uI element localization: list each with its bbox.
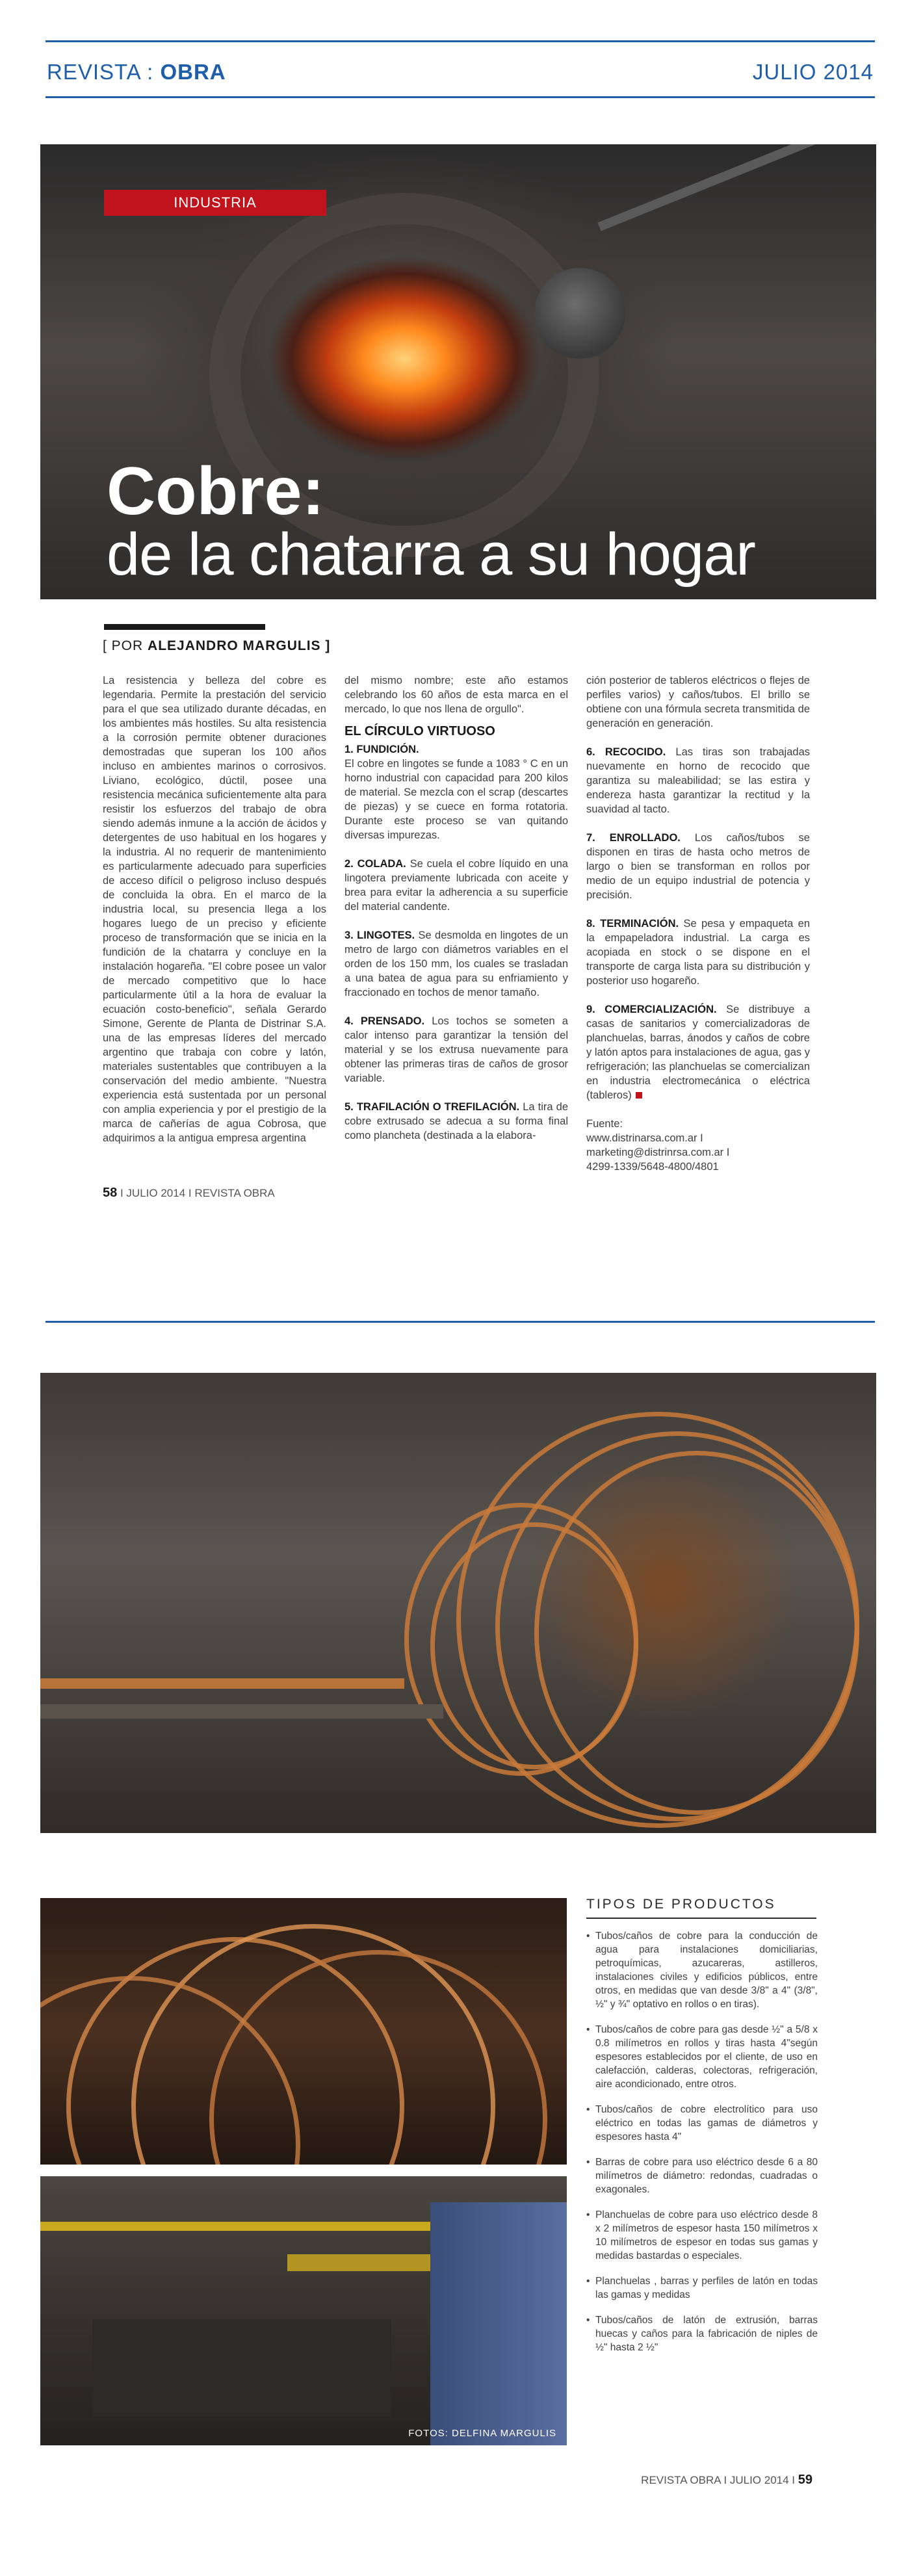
end-square-icon	[636, 1092, 642, 1099]
hero-image	[40, 144, 876, 599]
footer-left: 58 I JULIO 2014 I REVISTA OBRA	[103, 1186, 275, 1200]
column-2-intro: del mismo nombre; este año estamos celebrando los 60 años de esta marca en el mercado, lo que nos llena de orgullo".	[344, 675, 568, 715]
step-9: 9. COMERCIALIZACIÓN. Se distribuye a casas de sanitarios y comercializadoras de planchuelas, barras, ánodos y caños de cobre y latón aptos para instalaciones de agua, gas y refrigeración; las planchuelas se comercializan en industria electromecánica o eléctrica (tableros)	[586, 1004, 810, 1101]
productos-rule	[586, 1918, 816, 1919]
source-link-web[interactable]: www.distrinarsa.com.ar I	[586, 1132, 703, 1144]
source-link-email[interactable]: marketing@distrinrsa.com.ar I	[586, 1147, 730, 1158]
article-column-1	[103, 673, 326, 1160]
conveyor	[40, 1704, 443, 1719]
list-item: • Planchuelas , barras y perfiles de latón en todas las gamas y medidas	[586, 2274, 818, 2302]
article-column-2	[344, 673, 568, 1157]
article-subtitle: de la chatarra a su hogar	[107, 521, 755, 588]
column-1-text: La resistencia y belleza del cobre es legendaria. Permite la prestación del servicio para el que sea utilizado durante décadas, en los ambientes más hostiles. Su alta resistencia a la corrosión permite obtener duraciones demostradas que superan los 100 años incluso en ambientes marinos o corrosivos. Liviano, ecológico, dúctil, posee una resistencia mecánica suficientemente alta para resistir los esfuerzos del trabajo de obra siendo además inmune a la acción de ácidos y detergentes de uso habitual en los hogares y la industria. Al no requerir de mantenimiento es particularmente adecuado para superficies de acceso difícil o peligroso incluso después de concluida la obra. En el marco de la industria local, su presencia llega a los hogares luego de un preciso y eficiente proceso de transformación que se inicia en la fundición de la chatarra y concluye en la instalación hogareña. "El cobre posee un valor de mercado competitivo que lo hace particularmente útil a la hora de evaluar la ecuación costo-beneficio", señala Gerardo Simone, Gerente de Planta de Distrinar S.A. una de las empresas líderes del mercado argentino que trabaja con cobre y latón, materiales sustentables que contribuyen a la conservación del medio ambiente. "Nuestra experiencia está sustentada por un personal con amplia experiencia y por el prestigio de la marca de cañerías de agua Cobrosa, que adquirimos a la antigua empresa argentina	[103, 675, 326, 1144]
list-item: • Barras de cobre para uso eléctrico desde 6 a 80 milímetros de diámetro: redondas, cuadradas o exagonales.	[586, 2155, 818, 2196]
article-title: Cobre:	[107, 454, 325, 529]
source: Fuente: www.distrinarsa.com.ar I marketing@distrinrsa.com.ar I 4299-1339/5648-4800/4801	[586, 1118, 730, 1173]
step-5: 5. TRAFILACIÓN O TREFILACIÓN. La tira de cobre extrusado se adecua a su forma final como plancheta (destinada a la elabora-	[344, 1101, 568, 1141]
byline: [ POR ALEJANDRO MARGULIS ]	[103, 638, 331, 653]
section-heading: EL CÍRCULO VIRTUOSO	[344, 724, 495, 738]
list-item: • Tubos/caños de latón de extrusión, barras huecas y caños para la fabricación de niples de ½" hasta 2 ½"	[586, 2313, 818, 2354]
step-2: 2. COLADA. Se cuela el cobre líquido en una lingotera previamente lubricada con aceite y brea para evitar la adherencia a su superficie del material candente.	[344, 858, 568, 913]
list-item: • Tubos/caños de cobre para gas desde ½" a 5/8 x 0.8 milímetros en rollos y tiras hasta 4"según espesores establecidos por el cliente, de uso en calefacción, calderas, colectoras, refrigeración, aire acondicionado, entre otros.	[586, 2023, 818, 2091]
footer-right: REVISTA OBRA I JULIO 2014 I 59	[641, 2473, 812, 2487]
column-3-intro: ción posterior de tableros eléctricos o flejes de perfiles varios) y caños/tubos. El brillo se obtiene con una fórmula secreta transmitida de generación en generación.	[586, 675, 810, 729]
coil	[430, 1522, 638, 1769]
worker	[430, 2202, 567, 2445]
page-separator	[46, 1321, 875, 1323]
step-1: 1. FUNDICIÓN. El cobre en lingotes se funde a 1083 ° C en un horno industrial con capacidad para 200 kilos de material. Se mezcla con el scrap (descartes de piezas) y se cuece en forma rotatoria. Durante este proceso se van quitando diversas impurezas.	[344, 744, 568, 841]
step-6: 6. RECOCIDO. Las tiras son trabajadas nuevamente en horno de recocido que garantiza su maleabilidad; se las estira y endereza hasta garantizar la rectitud y la suavidad al tacto.	[586, 746, 810, 815]
step-3: 3. LINGOTES. Se desmolda en lingotes de un metro de largo con diámetros variables en el orden de los 150 mm, los cuales se trasladan a una batea de agua para su enfriamiento y fraccionado en tochos de menor tamaño.	[344, 930, 568, 998]
section-tag: INDUSTRIA	[104, 190, 326, 216]
issue-date: JULIO 2014	[752, 60, 874, 84]
machine-body	[92, 2319, 391, 2417]
machinery-photo	[40, 2176, 567, 2445]
productos-title: TIPOS DE PRODUCTOS	[586, 1897, 776, 1912]
step-4: 4. PRENSADO. Los tochos se someten a calor intenso para garantizar la tensión del material y se los extrusa nuevamente para obtener las primeras tiras de caños de grosor variable.	[344, 1015, 568, 1084]
productos-list	[586, 1929, 818, 2366]
ladle-handle	[597, 144, 830, 231]
list-item: • Tubos/caños de cobre electrolítico para uso eléctrico en todas las gamas de diámetros y espesores hasta 4"	[586, 2103, 818, 2144]
photo-credit: FOTOS: DELFINA MARGULIS	[408, 2428, 556, 2439]
header-bottom-rule	[46, 96, 875, 98]
page-header	[47, 60, 874, 88]
header-top-rule	[46, 40, 875, 42]
ladle	[534, 268, 625, 359]
copper-tubes	[40, 1678, 404, 1689]
list-item: • Planchuelas de cobre para uso eléctrico desde 8 x 2 milímetros de espesor hasta 150 milímetros x 10 milímetros de espesor en todas sus gamas y medidas bastardas o especiales.	[586, 2208, 818, 2263]
step-7: 7. ENROLLADO. Los caños/tubos se disponen en tiras de hasta ocho metros de largo o bien se transforman en rollos por medio de un equipo industrial de potencia y precisión.	[586, 832, 810, 901]
step-8: 8. TERMINACIÓN. Se pesa y empaqueta en la empapeladora industrial. La carga es acopiada en stock o se dispone en el transporte de carga lista para su distribución y posterior uso hogareño.	[586, 918, 810, 987]
source-phone: 4299-1339/5648-4800/4801	[586, 1161, 719, 1173]
magazine-name: REVISTA : OBRA	[47, 60, 226, 84]
article-column-3	[586, 673, 810, 1188]
byline-bar	[104, 624, 265, 630]
copper-tubes-photo	[40, 1898, 567, 2165]
list-item: • Tubos/caños de cobre para la conducción de agua para instalaciones domiciliarias, petroquímicas, azucareras, astilleros, instalaciones civiles y edificios públicos, entre otros, en medidas que van desde 3/8" a 4" (3/8", ½" y ¾" optativo en rollos o en tiras).	[586, 1929, 818, 2011]
copper-coils-photo	[40, 1373, 876, 1833]
